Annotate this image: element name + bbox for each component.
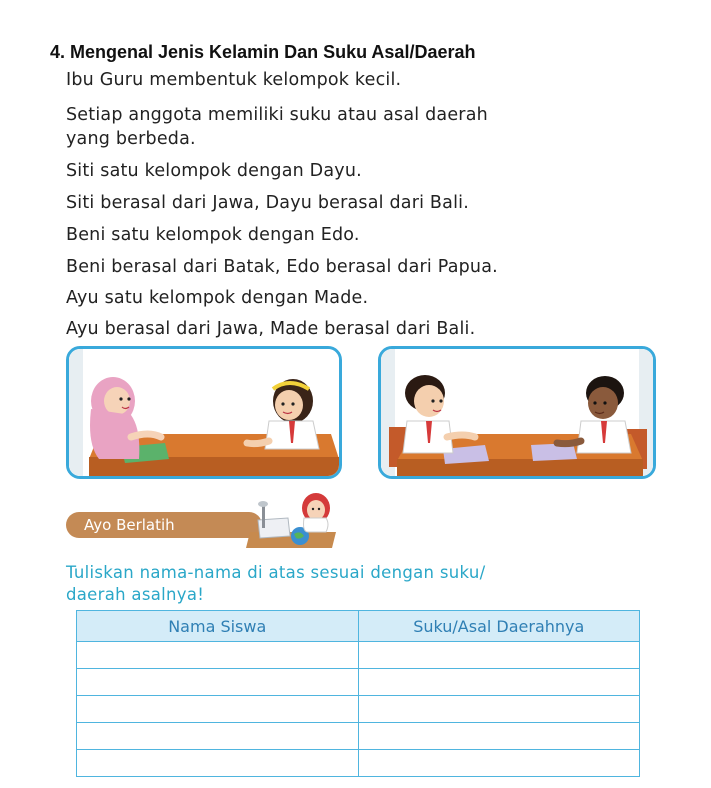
table-row	[77, 723, 640, 750]
table-header-row	[77, 611, 640, 642]
origin-cell[interactable]	[358, 750, 640, 777]
illustration-boys	[378, 346, 656, 479]
paragraph-line: Beni berasal dari Batak, Edo berasal dari Papua.	[66, 257, 498, 277]
name-cell[interactable]	[77, 642, 359, 669]
exercise-instruction	[66, 562, 485, 606]
table-row	[77, 696, 640, 723]
origin-cell[interactable]	[358, 696, 640, 723]
paragraph-line: Ayu satu kelompok dengan Made.	[66, 288, 369, 308]
paragraph-line: Ibu Guru membentuk kelompok kecil.	[66, 70, 402, 90]
mascot-illustration	[240, 488, 340, 558]
paragraph-line: yang berbeda.	[66, 129, 196, 149]
name-cell[interactable]	[77, 696, 359, 723]
paragraph-line: Beni satu kelompok dengan Edo.	[66, 225, 360, 245]
table-row	[77, 750, 640, 777]
instruction-line: Tuliskan nama-nama di atas sesuai dengan suku/	[66, 563, 486, 582]
table-row	[77, 642, 640, 669]
origin-cell[interactable]	[358, 642, 640, 669]
name-cell[interactable]	[77, 750, 359, 777]
header-nama-siswa: Nama Siswa	[77, 611, 359, 642]
header-suku-asal-daerah: Suku/Asal Daerahnya	[358, 611, 640, 642]
origin-cell[interactable]	[358, 723, 640, 750]
instruction-line: daerah asalnya!	[66, 585, 205, 604]
paragraph-line: Setiap anggota memiliki suku atau asal daerah	[66, 105, 488, 125]
name-cell[interactable]	[77, 723, 359, 750]
paragraph-line: Siti berasal dari Jawa, Dayu berasal dari Bali.	[66, 193, 469, 213]
illustration-girls	[66, 346, 342, 479]
section-title: 4. Mengenal Jenis Kelamin Dan Suku Asal/Daerah	[50, 42, 476, 62]
origin-cell[interactable]	[358, 669, 640, 696]
answer-table	[76, 610, 640, 777]
paragraph-line: Siti satu kelompok dengan Dayu.	[66, 161, 362, 181]
exercise-badge: Ayo Berlatih	[66, 512, 262, 538]
table-row	[77, 669, 640, 696]
paragraph-line: Ayu berasal dari Jawa, Made berasal dari Bali.	[66, 319, 476, 339]
name-cell[interactable]	[77, 669, 359, 696]
